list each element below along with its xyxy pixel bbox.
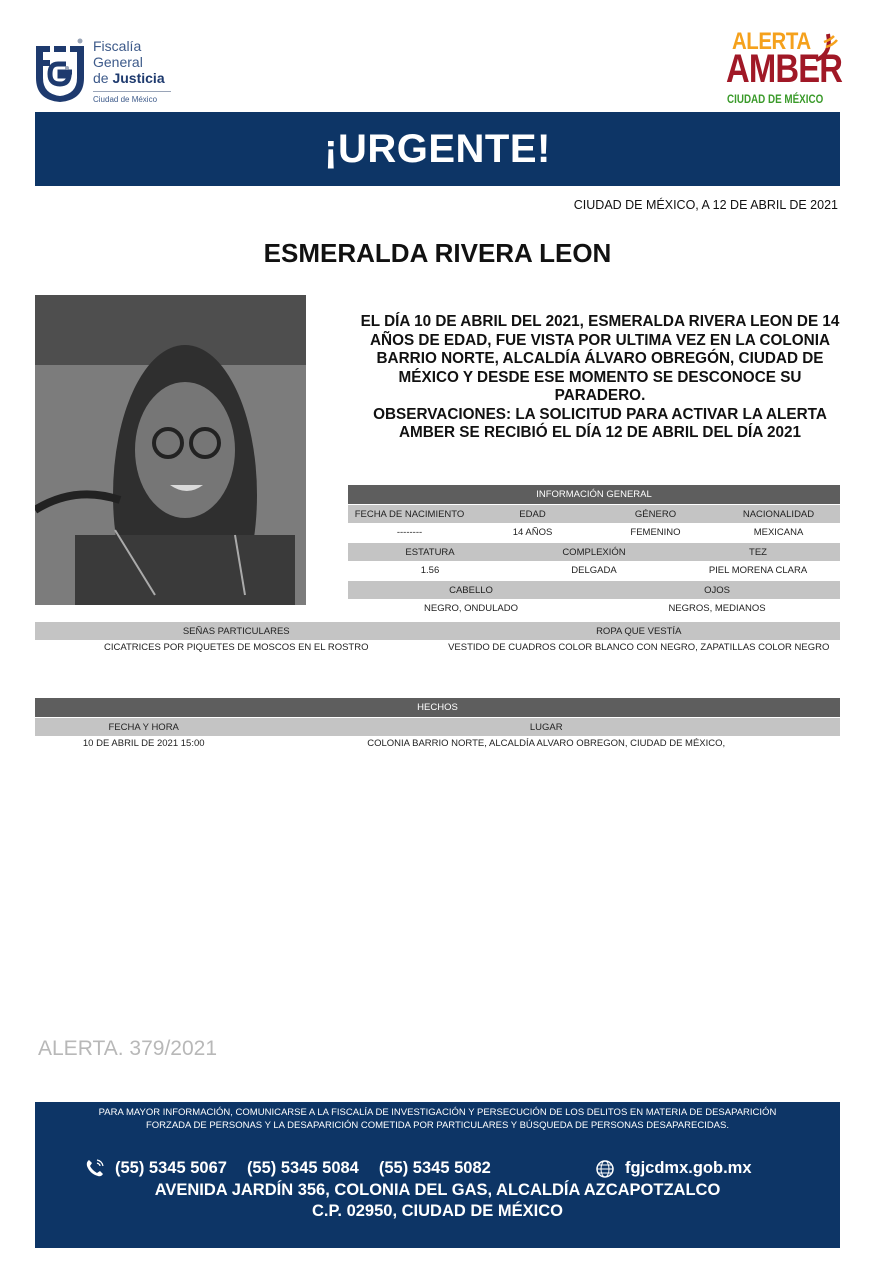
header-nationality: NACIONALIDAD <box>742 509 815 520</box>
header-height: ESTATURA <box>405 547 455 558</box>
info-general-title: INFORMACIÓN GENERAL <box>536 489 652 500</box>
fgj-logo-line3-bold: Justicia <box>112 70 165 86</box>
footer-info-line1: PARA MAYOR INFORMACIÓN, COMUNICARSE A LA FISCALÍA DE INVESTIGACIÓN Y PERSECUCIÓN DE LOS DELITOS EN MATERIA DE DESAPARICIÓN <box>98 1107 777 1118</box>
header-place: LUGAR <box>529 722 563 733</box>
globe-icon <box>595 1158 615 1178</box>
fgj-logo-line3 <box>93 70 171 86</box>
value-age: 14 AÑOS <box>512 527 553 538</box>
value-place: COLONIA BARRIO NORTE, ALCALDÍA ALVARO OBREGON, CIUDAD DE MÉXICO, <box>367 738 726 749</box>
value-clothing: VESTIDO DE CUADROS COLOR BLANCO CON NEGRO, ZAPATILLAS COLOR NEGRO <box>448 642 830 653</box>
table-header-row <box>348 580 840 599</box>
address-line1: AVENIDA JARDÍN 356, COLONIA DEL GAS, ALCALDÍA AZCAPOTZALCO <box>154 1181 721 1199</box>
fgj-logo-line4: Ciudad de México <box>93 95 158 104</box>
header-gender: GÉNERO <box>634 509 677 520</box>
urgent-banner <box>35 112 840 186</box>
amber-logo-line3: CIUDAD DE MÉXICO <box>727 92 824 106</box>
hechos-title: HECHOS <box>417 702 458 713</box>
table-header-row <box>348 542 840 561</box>
header-complexion: TEZ <box>749 547 767 558</box>
amber-logo-line2: AMBER <box>726 47 843 91</box>
footer-info <box>35 1106 840 1132</box>
footer-address <box>35 1180 840 1222</box>
missing-person-photo <box>35 295 306 605</box>
hechos-table <box>35 698 840 752</box>
value-complexion: PIEL MORENA CLARA <box>708 565 808 576</box>
value-height: 1.56 <box>420 565 440 576</box>
value-distinguishing-marks: CICATRICES POR PIQUETES DE MOSCOS EN EL ROSTRO <box>104 642 369 653</box>
header-date-time: FECHA Y HORA <box>108 722 179 733</box>
footer-website <box>595 1158 752 1178</box>
header-eyes: OJOS <box>704 585 730 596</box>
value-nationality: MEXICANA <box>753 527 804 538</box>
table-row <box>35 640 840 656</box>
alerta-amber-logo <box>726 28 841 108</box>
header-birthdate: FECHA DE NACIMIENTO <box>354 509 465 520</box>
phone-number-1[interactable]: (55) 5345 5067 <box>115 1158 227 1177</box>
description-text: EL DÍA 10 DE ABRIL DEL 2021, ESMERALDA RIVERA LEON DE 14 AÑOS DE EDAD, FUE VISTA POR ULTIMA VEZ EN LA COLONIA BARRIO NORTE, ALCALDÍA ÁLVARO OBREGÓN, CIUDAD DE MÉXICO Y DESDE ESE MOMENTO SE DESCONOCE SU PARADERO. <box>360 313 840 404</box>
header-hair: CABELLO <box>449 585 493 596</box>
table-row <box>35 736 840 752</box>
hechos-title-row <box>35 698 840 717</box>
phone-icon <box>85 1158 105 1178</box>
footer-phones <box>85 1158 511 1178</box>
value-gender: FEMENINO <box>630 527 681 538</box>
person-silhouette-icon <box>35 295 306 605</box>
description-block <box>355 313 845 443</box>
header-distinguishing-marks: SEÑAS PARTICULARES <box>182 626 290 637</box>
value-build: DELGADA <box>571 565 617 576</box>
info-general-table <box>348 485 840 618</box>
table-header-row <box>348 504 840 523</box>
phone-number-3[interactable]: (55) 5345 5082 <box>378 1158 491 1177</box>
fgj-logo <box>34 34 174 106</box>
header-age: EDAD <box>519 509 546 520</box>
value-date-time: 10 DE ABRIL DE 2021 15:00 <box>82 738 205 749</box>
dateline: CIUDAD DE MÉXICO, A 12 DE ABRIL DE 2021 <box>573 198 838 212</box>
table-row <box>348 599 840 618</box>
person-name: ESMERALDA RIVERA LEON <box>263 238 612 268</box>
phone-number-2[interactable]: (55) 5345 5084 <box>246 1158 359 1177</box>
amber-logo-line1: ALERTA <box>732 28 811 55</box>
header-build: COMPLEXIÓN <box>562 547 626 558</box>
website-link[interactable]: fgjcdmx.gob.mx <box>625 1158 752 1177</box>
fgj-logo-line3-prefix: de <box>93 70 113 86</box>
table-header-row <box>35 621 840 640</box>
observations-text: OBSERVACIONES: LA SOLICITUD PARA ACTIVAR LA ALERTA AMBER SE RECIBIÓ EL DÍA 12 DE ABRIL DEL DÍA 2021 <box>373 405 827 441</box>
address-line2: C.P. 02950, CIUDAD DE MÉXICO <box>312 1202 563 1220</box>
alert-id: ALERTA. 379/2021 <box>38 1037 218 1060</box>
value-eyes: NEGROS, MEDIANOS <box>668 603 766 614</box>
fgj-shield-icon <box>34 38 86 102</box>
value-hair: NEGRO, ONDULADO <box>424 603 518 614</box>
urgent-title: ¡URGENTE! <box>324 126 551 171</box>
fgj-logo-line1: Fiscalía <box>93 38 142 54</box>
contact-footer <box>35 1102 840 1248</box>
features-table <box>35 621 840 656</box>
header-clothing: ROPA QUE VESTÍA <box>596 626 682 637</box>
fgj-logo-line2: General <box>93 54 143 70</box>
value-birthdate: -------- <box>396 527 423 538</box>
table-row <box>348 561 840 580</box>
table-row <box>348 523 840 542</box>
info-general-title-row <box>348 485 840 504</box>
fgj-logo-divider <box>93 91 171 92</box>
footer-info-line2: FORZADA DE PERSONAS Y LA DESAPARICIÓN COMETIDA POR PARTICULARES Y BÚSQUEDA DE PERSONAS DESAPARECIDAS. <box>145 1120 729 1131</box>
table-header-row <box>35 717 840 736</box>
